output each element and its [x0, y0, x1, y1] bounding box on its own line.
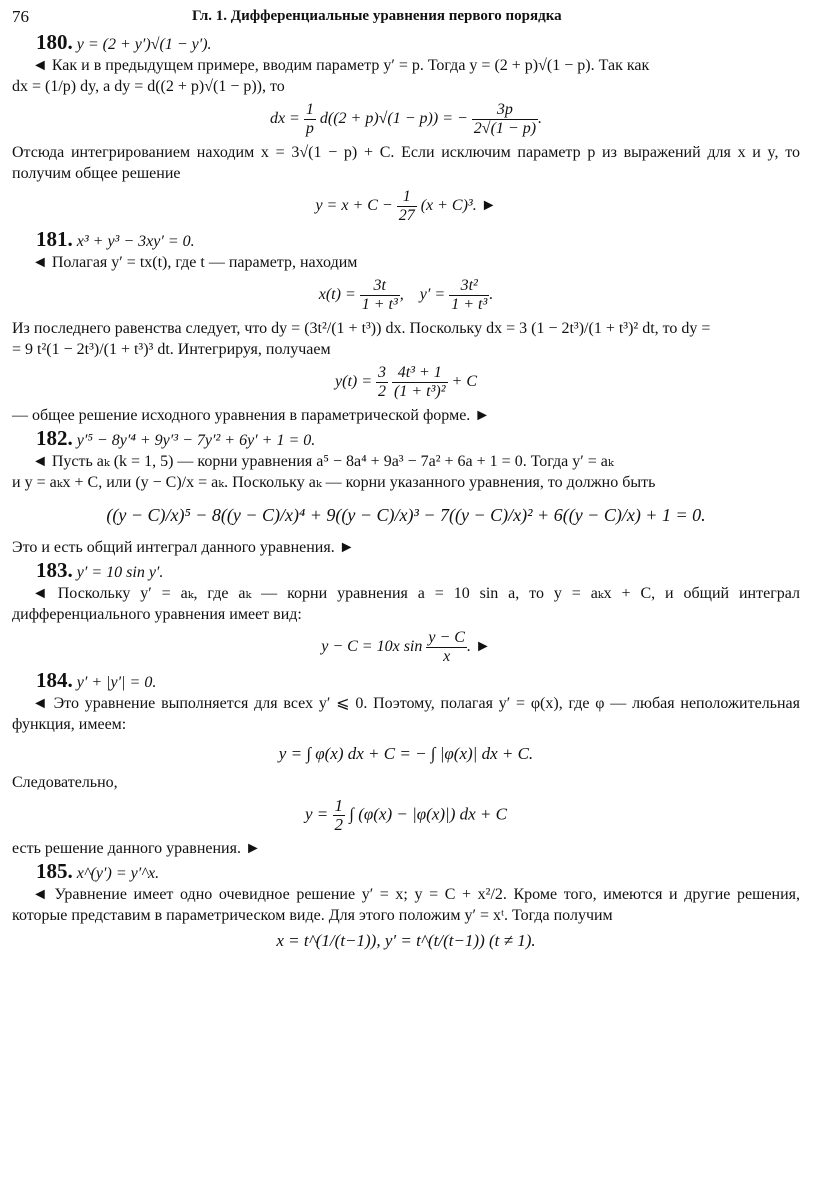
problem-statement: y′⁵ − 8y′⁴ + 9y′³ − 7y′² + 6y′ + 1 = 0.: [76, 432, 316, 449]
problem-number: 180.: [36, 30, 73, 54]
page-number: 76: [12, 7, 29, 26]
solution-text: ◄ Как и в предыдущем примере, вводим параметр y′ = p. Тогда y = (2 + p)√(1 − p). Так как: [32, 57, 650, 74]
equation: dx = $\frac{1}{p}$ d((2 + p)√(1 − p)) = − $\frac{3p}{2√(1 - p)}$ .: [269, 101, 543, 137]
solution-text: Отсюда интегрированием находим x = 3√(1 − p) + C. Если исключим параметр p из выражений для x и y, то получим общее решение: [12, 144, 800, 182]
problem-number: 184.: [36, 668, 73, 692]
problem-182: [12, 428, 800, 558]
problem-statement: x^(y′) = y′^x.: [76, 865, 160, 882]
problem-statement: y = (2 + y′)√(1 − y′).: [76, 36, 212, 53]
problem-number: 185.: [36, 859, 73, 883]
problem-statement: y′ + |y′| = 0.: [76, 674, 157, 691]
solution-text: ◄ Поскольку y′ = aₖ, где aₖ — корни уравнения a = 10 sin a, то y = aₖx + C, и общий интеграл дифференциального уравнения имеет вид:: [12, 585, 800, 623]
problem-number: 181.: [36, 227, 73, 251]
solution-text: и y = aₖx + C, или (y − C)/x = aₖ. Поскольку aₖ — корни указанного уравнения, то должно быть: [12, 474, 656, 491]
solution-text: ◄ Это уравнение выполняется для всех y′ ⩽ 0. Поэтому, полагая y′ = φ(x), где φ — любая неположительная функция, имеем:: [12, 695, 801, 733]
problem-183: [12, 560, 800, 666]
solution-text: Это и есть общий интеграл данного уравнения. ►: [12, 539, 355, 556]
solution-text: есть решение данного уравнения. ►: [12, 840, 261, 857]
solution-text: dx = (1/p) dy, а dy = d((2 + p)√(1 − p)), то: [12, 78, 285, 95]
solution-text: = 9 t²(1 − 2t³)/(1 + t³)³ dt. Интегрируя, получаем: [12, 341, 331, 358]
problem-180: [12, 32, 800, 225]
solution-text: ◄ Полагая y′ = tx(t), где t — параметр, находим: [32, 254, 358, 271]
equation: x = t^(1/(t−1)), y′ = t^(t/(t−1)) (t ≠ 1).: [276, 931, 536, 950]
problem-181: [12, 229, 800, 426]
solution-text: — общее решение исходного уравнения в параметрической форме. ►: [12, 407, 491, 424]
problem-statement: x³ + y³ − 3xy′ = 0.: [76, 233, 195, 250]
solution-text: Следовательно,: [12, 774, 118, 791]
problem-184: [12, 670, 800, 859]
chapter-title: Гл. 1. Дифференциальные уравнения первого порядка: [192, 8, 562, 24]
problem-number: 182.: [36, 426, 73, 450]
problem-number: 183.: [36, 558, 73, 582]
running-header: [12, 6, 800, 30]
problem-statement: y′ = 10 sin y′.: [76, 564, 164, 581]
solution-text: ◄ Пусть aₖ (k = 1, 5) — корни уравнения a⁵ − 8a⁴ + 9a³ − 7a² + 6a + 1 = 0. Тогда y′ = aₖ: [32, 453, 614, 470]
equation: y(t) = $\frac{3}{2}$ $\frac{\text{4t³ + 1}}{\text{(1 + t³)²}}$ + C: [335, 364, 477, 400]
equation: y = $\frac{1}{2}$ ∫ (φ(x) − |φ(x)|) dx + C: [305, 796, 507, 834]
solution-text: ◄ Уравнение имеет одно очевидное решение y′ = x; y = C + x²/2. Кроме того, имеются и другие решения, которые представим в параметрическом виде. Для этого положим y′ = xᵗ. Тогда получим: [12, 886, 800, 924]
equation: y − C = 10x sin $\frac{y - C}{x}$ . ►: [321, 629, 491, 665]
equation: ((y − C)/x)⁵ − 8((y − C)/x)⁴ + 9((y − C)/x)³ − 7((y − C)/x)² + 6((y − C)/x) + 1 = 0.: [106, 505, 706, 525]
solution-text: Из последнего равенства следует, что dy = (3t²/(1 + t³)) dx. Поскольку dx = 3 (1 − 2t³)/(1 + t³)² dt, то dy =: [12, 320, 711, 337]
equation: y = x + C − $\frac{1}{27}$ (x + C)³. ►: [315, 188, 497, 224]
equation: y = ∫ φ(x) dx + C = − ∫ |φ(x)| dx + C.: [278, 744, 534, 763]
equation: x(t) = $\frac{3t}{\text{1 + t³}}$ , y′ = $\frac{\text{3t²}}{\text{1 + t³}}$ .: [318, 277, 494, 313]
problem-185: [12, 861, 800, 951]
